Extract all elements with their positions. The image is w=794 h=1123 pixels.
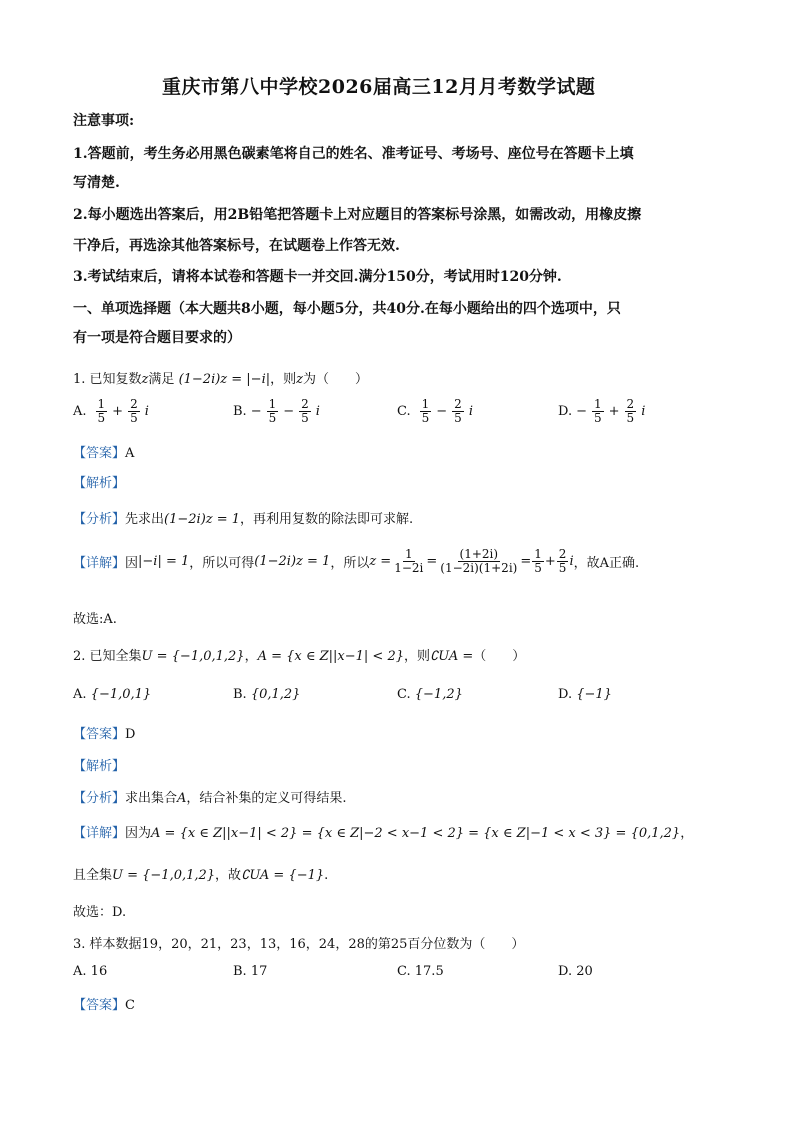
section1-line1: 一、单项选择题（本大题共8小题，每小题5分，共40分.在每小题给出的四个选项中，只 — [73, 301, 621, 317]
q2-stem: 2. 已知全集U = {−1,0,1,2}，A = {x ∈ Z||x−1| < 2}，则∁UA =（ ） — [73, 649, 526, 664]
q2-choose: 故选：D. — [73, 905, 127, 920]
q1-fenxi: 【分析】先求出(1−2i)z = 1，再利用复数的除法即可求解. — [73, 512, 414, 527]
q2-option-d: D. {−1} — [558, 687, 612, 702]
q1-option-c: C. $\frac{1}{5}$ − $\frac{2}{5}$ i — [397, 397, 473, 425]
q1-choose: 故选:A. — [73, 612, 117, 627]
section1-line2: 有一项是符合题目要求的） — [73, 330, 241, 346]
q2-option-a: A. {−1,0,1} — [73, 687, 152, 702]
q2-fenxi: 【分析】求出集合A，结合补集的定义可得结果. — [73, 791, 347, 806]
q1-detail: 【详解】 因 |−i| = 1 ，所以可得 (1−2i)z = 1 ，所以 z = $\frac{1}{1-2i}$ = $\frac{(1+2i)}{(1-2i)(1+2i)}$ = $\frac{1}{5}$ + $\frac{2}{5}$ i ，故A正确. — [73, 547, 640, 575]
q1-option-a: A. $\frac{1}{5}$ + $\frac{2}{5}$ i — [73, 397, 149, 425]
notice-item1-line1: 1.答题前，考生务必用黑色碳素笔将自己的姓名、准考证号、考场号、座位号在答题卡上填 — [73, 146, 634, 162]
q2-option-c: C. {−1,2} — [397, 687, 463, 702]
q3-option-b: B. 17 — [233, 964, 268, 979]
notice-item2-line2: 干净后，再选涂其他答案标号，在试题卷上作答无效. — [73, 238, 400, 254]
notice-item2-line1: 2.每小题选出答案后，用2B铅笔把答题卡上对应题目的答案标号涂黑，如需改动，用橡皮擦 — [73, 207, 642, 223]
notice-heading: 注意事项: — [73, 113, 135, 129]
notice-item3: 3.考试结束后，请将本试卷和答题卡一并交回.满分150分，考试用时120分钟. — [73, 269, 562, 285]
q2-answer: 【答案】D — [73, 727, 136, 742]
notice-item1-line2: 写清楚. — [73, 175, 120, 191]
q2-detail: 【详解】因为A = {x ∈ Z||x−1| < 2} = {x ∈ Z|−2 < x−1 < 2} = {x ∈ Z|−1 < x < 3} = {0,1,2}， — [73, 826, 694, 841]
q1-analysis-label: 【解析】 — [73, 476, 126, 491]
q3-option-d: D. 20 — [558, 964, 593, 979]
q2-option-b: B. {0,1,2} — [233, 687, 301, 702]
page-title: 重庆市第八中学校2026届高三12月月考数学试题 — [162, 76, 596, 98]
q3-option-c: C. 17.5 — [397, 964, 444, 979]
q3-stem: 3. 样本数据19，20，21，23，13，16，24，28的第25百分位数为（ ） — [73, 937, 525, 952]
q3-option-a: A. 16 — [73, 964, 108, 979]
q3-answer: 【答案】C — [73, 998, 135, 1013]
q1-stem: 1. 已知复数z满足 (1−2i)z = |−i|，则z为（ ） — [73, 372, 369, 387]
q1-option-d: D. − $\frac{1}{5}$ + $\frac{2}{5}$ i — [558, 397, 646, 425]
q1-condition: (1−2i)z = |−i| — [178, 372, 271, 387]
q2-detail-line2: 且全集U = {−1,0,1,2}，故∁UA = {−1}. — [73, 868, 329, 883]
q1-option-b: B. − $\frac{1}{5}$ − $\frac{2}{5}$ i — [233, 397, 320, 425]
q2-analysis-label: 【解析】 — [73, 759, 126, 774]
q1-answer: 【答案】A — [73, 446, 135, 461]
